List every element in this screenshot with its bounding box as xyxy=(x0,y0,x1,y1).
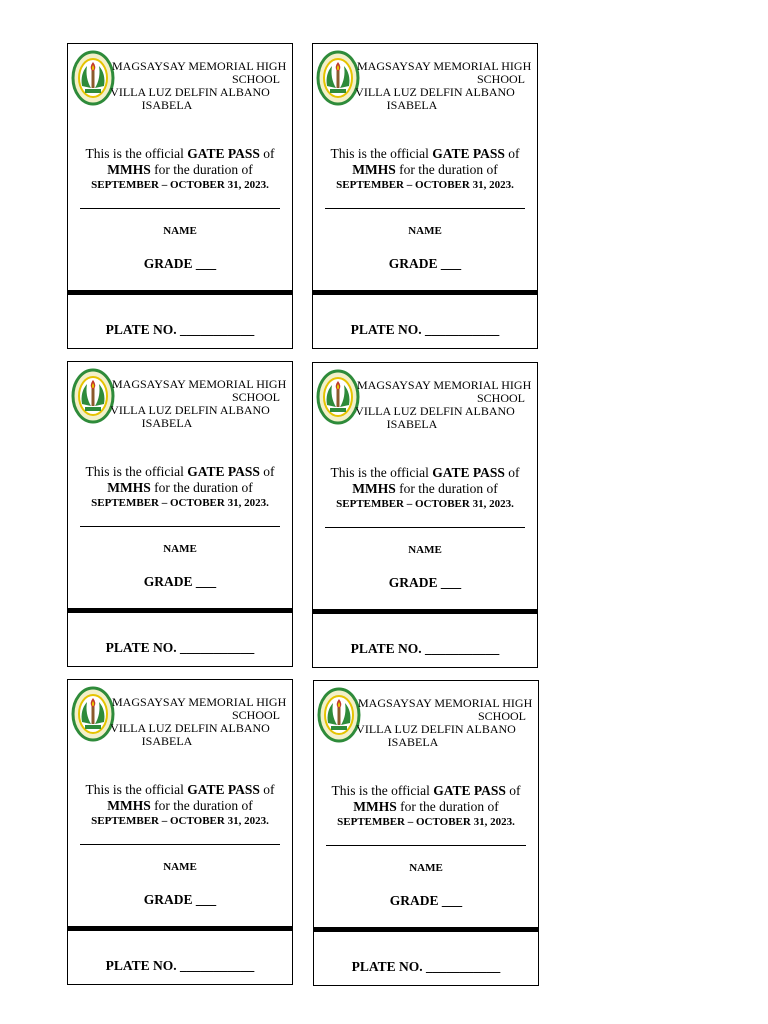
pass-statement xyxy=(313,146,537,192)
school-header xyxy=(106,59,287,112)
section-divider xyxy=(68,926,292,931)
gate-pass-emphasis: GATE PASS xyxy=(187,782,260,797)
section-divider xyxy=(68,290,292,295)
address-line1: VILLA LUZ DELFIN ALBANO xyxy=(110,85,270,99)
validity-dates: SEPTEMBER – OCTOBER 31, 2023. xyxy=(91,497,269,509)
intro-suffix: of xyxy=(259,464,275,479)
name-blank-line xyxy=(325,208,525,209)
plate-number-field: PLATE NO. ___________ xyxy=(350,322,500,337)
gate-pass-emphasis: GATE PASS xyxy=(432,465,505,480)
validity-dates: SEPTEMBER – OCTOBER 31, 2023. xyxy=(336,179,514,191)
name-label: NAME xyxy=(163,225,197,237)
school-abbrev: MMHS xyxy=(352,481,396,496)
grade-field: GRADE ___ xyxy=(389,893,463,908)
name-label: NAME xyxy=(409,862,443,874)
plate-number-field: PLATE NO. ___________ xyxy=(351,959,501,974)
school-header xyxy=(106,377,287,430)
name-blank-line xyxy=(325,527,525,528)
grade-field: GRADE ___ xyxy=(388,256,462,271)
intro-prefix: This is the official xyxy=(85,782,188,797)
address-line2: ISABELA xyxy=(386,417,438,431)
section-divider xyxy=(313,609,537,614)
school-header xyxy=(351,59,532,112)
name-label: NAME xyxy=(163,861,197,873)
pass-statement xyxy=(314,783,538,829)
gate-pass-card-3 xyxy=(67,361,293,667)
school-name-line1: MAGSAYSAY MEMORIAL HIGH xyxy=(112,59,287,73)
pass-statement xyxy=(68,146,292,192)
section-divider xyxy=(313,290,537,295)
intro-suffix: of xyxy=(504,146,520,161)
address-line2: ISABELA xyxy=(141,98,193,112)
school-header xyxy=(352,696,533,749)
duration-text: for the duration of xyxy=(395,162,498,177)
address-line1: VILLA LUZ DELFIN ALBANO xyxy=(356,722,516,736)
name-blank-line xyxy=(80,526,280,527)
school-name-line2: SCHOOL xyxy=(231,708,280,722)
school-header xyxy=(351,378,532,431)
validity-dates: SEPTEMBER – OCTOBER 31, 2023. xyxy=(91,815,269,827)
gate-pass-emphasis: GATE PASS xyxy=(187,146,260,161)
intro-suffix: of xyxy=(504,465,520,480)
address-line1: VILLA LUZ DELFIN ALBANO xyxy=(110,721,270,735)
school-name-line2: SCHOOL xyxy=(231,390,280,404)
intro-suffix: of xyxy=(259,782,275,797)
gate-pass-emphasis: GATE PASS xyxy=(432,146,505,161)
address-line2: ISABELA xyxy=(387,735,439,749)
grade-field: GRADE ___ xyxy=(143,892,217,907)
grade-field: GRADE ___ xyxy=(143,574,217,589)
school-name-line2: SCHOOL xyxy=(476,72,525,86)
validity-dates: SEPTEMBER – OCTOBER 31, 2023. xyxy=(91,179,269,191)
validity-dates: SEPTEMBER – OCTOBER 31, 2023. xyxy=(336,498,514,510)
intro-prefix: This is the official xyxy=(330,146,433,161)
duration-text: for the duration of xyxy=(395,481,498,496)
address-line1: VILLA LUZ DELFIN ALBANO xyxy=(110,403,270,417)
pass-statement xyxy=(68,782,292,828)
gate-pass-card-1 xyxy=(67,43,293,349)
pass-statement xyxy=(313,465,537,511)
school-header xyxy=(106,695,287,748)
intro-suffix: of xyxy=(259,146,275,161)
name-label: NAME xyxy=(408,544,442,556)
intro-prefix: This is the official xyxy=(331,783,434,798)
gate-pass-emphasis: GATE PASS xyxy=(187,464,260,479)
intro-prefix: This is the official xyxy=(330,465,433,480)
validity-dates: SEPTEMBER – OCTOBER 31, 2023. xyxy=(337,816,515,828)
gate-pass-card-4 xyxy=(312,362,538,668)
gate-pass-card-5 xyxy=(67,679,293,985)
duration-text: for the duration of xyxy=(150,162,253,177)
school-name-line1: MAGSAYSAY MEMORIAL HIGH xyxy=(112,695,287,709)
school-name-line1: MAGSAYSAY MEMORIAL HIGH xyxy=(358,696,533,710)
name-blank-line xyxy=(80,844,280,845)
gate-pass-card-2 xyxy=(312,43,538,349)
school-abbrev: MMHS xyxy=(107,798,151,813)
gate-pass-emphasis: GATE PASS xyxy=(433,783,506,798)
school-abbrev: MMHS xyxy=(352,162,396,177)
address-line2: ISABELA xyxy=(141,734,193,748)
address-line2: ISABELA xyxy=(386,98,438,112)
school-abbrev: MMHS xyxy=(353,799,397,814)
name-blank-line xyxy=(80,208,280,209)
duration-text: for the duration of xyxy=(396,799,499,814)
intro-prefix: This is the official xyxy=(85,146,188,161)
school-abbrev: MMHS xyxy=(107,162,151,177)
school-abbrev: MMHS xyxy=(107,480,151,495)
school-name-line1: MAGSAYSAY MEMORIAL HIGH xyxy=(357,378,532,392)
section-divider xyxy=(314,927,538,932)
address-line2: ISABELA xyxy=(141,416,193,430)
intro-prefix: This is the official xyxy=(85,464,188,479)
address-line1: VILLA LUZ DELFIN ALBANO xyxy=(355,85,515,99)
address-line1: VILLA LUZ DELFIN ALBANO xyxy=(355,404,515,418)
plate-number-field: PLATE NO. ___________ xyxy=(105,322,255,337)
plate-number-field: PLATE NO. ___________ xyxy=(350,641,500,656)
school-name-line1: MAGSAYSAY MEMORIAL HIGH xyxy=(112,377,287,391)
pass-statement xyxy=(68,464,292,510)
grade-field: GRADE ___ xyxy=(143,256,217,271)
intro-suffix: of xyxy=(505,783,521,798)
section-divider xyxy=(68,608,292,613)
plate-number-field: PLATE NO. ___________ xyxy=(105,958,255,973)
school-name-line2: SCHOOL xyxy=(476,391,525,405)
school-name-line2: SCHOOL xyxy=(477,709,526,723)
gate-pass-card-6 xyxy=(313,680,539,986)
school-name-line2: SCHOOL xyxy=(231,72,280,86)
name-label: NAME xyxy=(408,225,442,237)
school-name-line1: MAGSAYSAY MEMORIAL HIGH xyxy=(357,59,532,73)
name-blank-line xyxy=(326,845,526,846)
name-label: NAME xyxy=(163,543,197,555)
duration-text: for the duration of xyxy=(150,798,253,813)
duration-text: for the duration of xyxy=(150,480,253,495)
plate-number-field: PLATE NO. ___________ xyxy=(105,640,255,655)
grade-field: GRADE ___ xyxy=(388,575,462,590)
